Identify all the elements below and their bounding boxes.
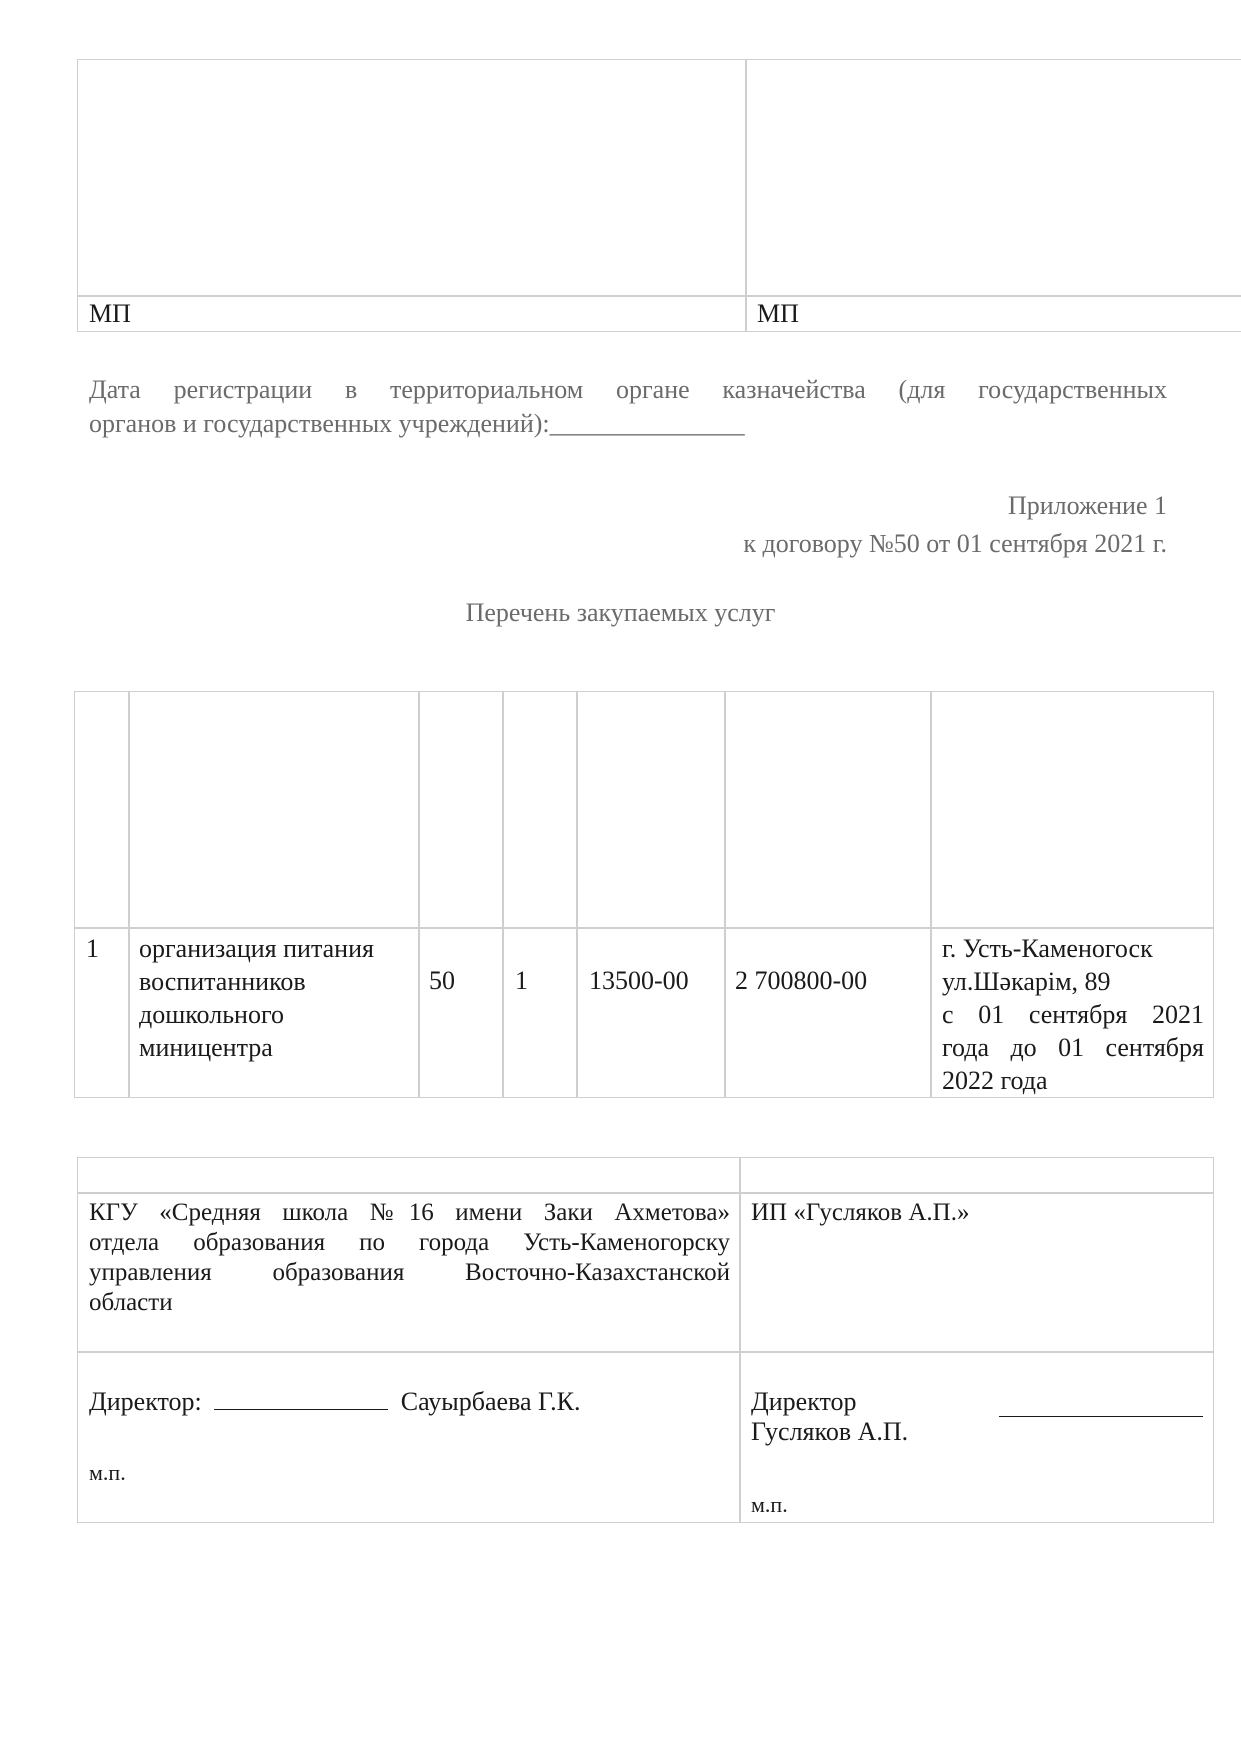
header-cell-number: [74, 691, 130, 929]
customer-cell: [77, 1192, 741, 1353]
header-cell-place: [930, 691, 1214, 929]
row-cell-total: [724, 927, 932, 1098]
stamp-cell-right: [745, 59, 1241, 297]
service-name: [139, 932, 374, 1064]
customer-signature-cell: [77, 1351, 741, 1523]
registration-paragraph: [89, 373, 1167, 441]
header-cell-price: [576, 691, 726, 929]
row-cell-number: [74, 927, 130, 1098]
stamp-label-left: МП: [89, 299, 131, 328]
customer-director-name: Сауырбаева Г.К.: [400, 1387, 581, 1416]
services-list-title: Перечень закупаемых услуг: [465, 598, 776, 627]
appendix-header: [743, 487, 1167, 563]
customer-director-line: [89, 1387, 581, 1417]
place-line: года до 01 сентября: [942, 1033, 1204, 1062]
service-name-line: воспитанников: [139, 967, 306, 996]
supplier-director-line: [751, 1387, 1203, 1417]
service-name-line: дошкольного: [139, 1000, 284, 1029]
stamp-label-cell-right: [745, 295, 1241, 332]
registration-line-2: органов и государственных учреждений):_______________: [89, 409, 745, 438]
customer-name-line: управления образования Восточно-Казахстанской: [89, 1259, 730, 1286]
row-cell-unit: [502, 927, 578, 1098]
row-cell-place: [930, 927, 1214, 1098]
header-cell-quantity: [418, 691, 504, 929]
supplier-director-label: Директор: [751, 1387, 857, 1416]
header-cell-name: [128, 691, 420, 929]
service-name-line: организация питания: [139, 934, 374, 963]
appendix-contract-ref: к договору №50 от 01 сентября 2021 г.: [743, 529, 1167, 558]
stamp-label-cell-left: [77, 295, 747, 332]
service-quantity: 50: [429, 966, 455, 995]
customer-name-line: области: [89, 1289, 173, 1316]
supplier-signature-line: [999, 1394, 1203, 1417]
appendix-title: Приложение 1: [1007, 491, 1167, 520]
row-cell-quantity: [418, 927, 504, 1098]
supplier-signature-cell: [739, 1351, 1214, 1523]
place-line: 2022 года: [942, 1066, 1048, 1095]
place-line: г. Усть-Каменогоск: [942, 934, 1153, 963]
service-name-line: миницентра: [139, 1033, 273, 1062]
header-cell-total: [724, 691, 932, 929]
stamp-table: [77, 59, 1241, 332]
customer-name-line: отдела образования по города Усть-Каменогорску: [89, 1229, 730, 1256]
customer-stamp-mark: м.п.: [89, 1460, 126, 1485]
row-number: 1: [86, 934, 99, 963]
signatures-table: [77, 1157, 1214, 1523]
customer-name: [89, 1198, 730, 1318]
service-total: 2 700800-00: [735, 966, 868, 995]
registration-line-1: Дата регистрации в территориальном органе казначейства (для государственных: [89, 375, 1167, 404]
header-cell-unit: [502, 691, 578, 929]
service-place-and-term: [942, 932, 1204, 1097]
sig-header-cell-right: [739, 1157, 1214, 1194]
stamp-cell-left: [77, 59, 747, 297]
supplier-name: ИП «Гусляков А.П.»: [751, 1199, 970, 1226]
customer-signature-line: [214, 1387, 388, 1410]
place-line: ул.Шәкарім, 89: [942, 967, 1111, 996]
sig-header-cell-left: [77, 1157, 741, 1194]
supplier-cell: [739, 1192, 1214, 1353]
supplier-stamp-mark: м.п.: [751, 1492, 788, 1517]
customer-name-line: КГУ «Средняя школа №16 имени Заки Ахметова»: [89, 1199, 730, 1226]
customer-director-label: Директор:: [89, 1387, 202, 1416]
service-price: 13500-00: [589, 966, 689, 995]
service-unit: 1: [515, 966, 528, 995]
supplier-director-name: Гусляков А.П.: [751, 1417, 909, 1446]
place-line: с 01 сентября 2021: [942, 1000, 1204, 1029]
row-cell-name: [128, 927, 420, 1098]
stamp-label-right: МП: [757, 299, 799, 328]
supplier-director-block: [751, 1387, 1203, 1447]
services-table: [74, 691, 1214, 1098]
row-cell-price: [576, 927, 726, 1098]
